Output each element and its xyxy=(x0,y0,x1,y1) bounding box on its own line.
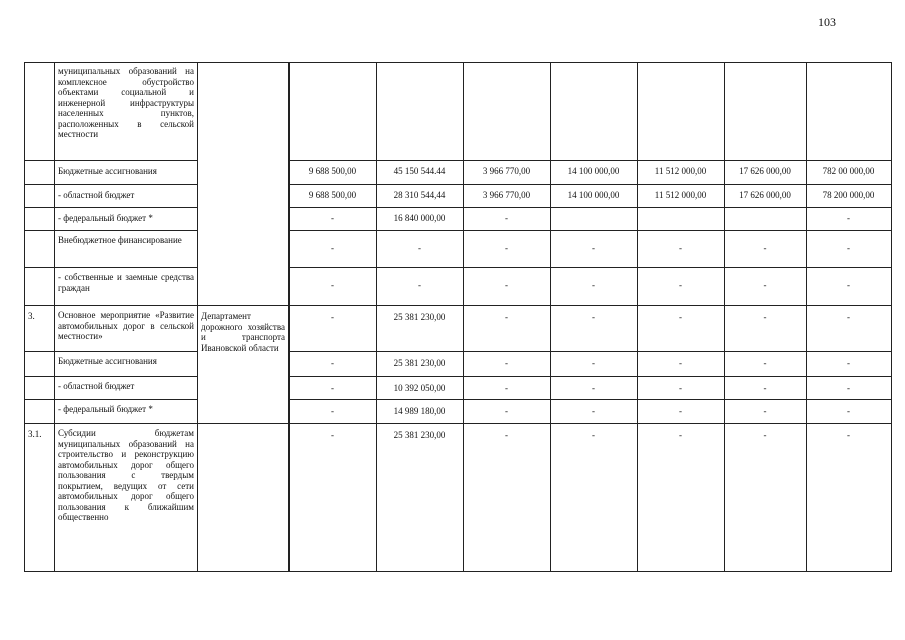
column-divider xyxy=(197,62,198,571)
value-cell: - xyxy=(847,243,850,253)
value-cell: - xyxy=(505,430,508,440)
value-cell: - xyxy=(418,243,421,253)
row-divider-left xyxy=(24,399,198,400)
value-cell: - xyxy=(763,312,767,322)
value-cell: - xyxy=(592,430,595,440)
value-cell: - xyxy=(331,243,334,253)
row-divider-executor xyxy=(197,305,289,306)
row-divider-left xyxy=(24,305,198,306)
value-cell: 9 688 500,00 xyxy=(308,166,357,176)
value-cell: - xyxy=(505,383,508,393)
value-cell: 14 100 000,00 xyxy=(567,166,620,176)
value-cell: - xyxy=(505,358,508,368)
row-divider-left xyxy=(24,230,198,231)
row-divider-executor xyxy=(197,571,289,572)
value-cell: 3 966 770,00 xyxy=(482,166,531,176)
column-divider xyxy=(54,62,55,571)
value-cell: - xyxy=(505,243,508,253)
row-name: - областной бюджет xyxy=(58,190,135,200)
value-cell: - xyxy=(763,358,767,368)
row-divider-right xyxy=(289,399,892,400)
value-cell: - xyxy=(763,430,767,440)
value-cell: - xyxy=(331,430,334,440)
value-cell: - xyxy=(592,280,595,290)
value-cell: 28 310 544,44 xyxy=(393,190,446,200)
value-cell: - xyxy=(331,312,334,322)
table-border-left xyxy=(24,62,25,571)
row-divider-left xyxy=(24,160,198,161)
value-cell: - xyxy=(847,358,850,368)
row-name: Бюджетные ассигнования xyxy=(58,356,157,366)
row-divider-right xyxy=(289,267,892,268)
value-cell: - xyxy=(847,312,850,322)
value-cell: 17 626 000,00 xyxy=(739,166,791,176)
value-cell: - xyxy=(679,383,682,393)
value-cell: 14 989 180,00 xyxy=(393,406,446,416)
row-divider-left xyxy=(24,423,198,424)
row-name: Субсидии бюджетам муниципальных образований на строительство и реконструкцию автомобильных дорог общего пользования с твердым покрытием, ведущих от сети автомобильных дорог общего пользования к ближайшим общественно xyxy=(58,428,194,522)
page-number: 103 xyxy=(818,15,836,29)
value-cell: - xyxy=(418,280,421,290)
value-cell: 25 381 230,00 xyxy=(393,358,446,368)
value-cell: - xyxy=(592,312,595,322)
value-cell: - xyxy=(505,213,508,223)
row-divider-right xyxy=(289,230,892,231)
row-number: 3.1. xyxy=(28,429,42,439)
value-cell: - xyxy=(331,358,334,368)
value-cell: - xyxy=(592,358,595,368)
value-cell: - xyxy=(679,280,682,290)
value-cell: - xyxy=(331,213,334,223)
value-cell: - xyxy=(763,383,767,393)
value-cell: - xyxy=(763,280,767,290)
row-number: 3. xyxy=(28,311,35,321)
row-divider-left xyxy=(24,184,198,185)
row-divider-left xyxy=(24,351,198,352)
row-divider-executor xyxy=(197,62,289,63)
executor-name: Департамент дорожного хозяйства и транспорта Ивановской области xyxy=(201,311,285,353)
value-cell: 9 688 500,00 xyxy=(308,190,357,200)
value-cell: - xyxy=(331,383,334,393)
value-cell: - xyxy=(592,406,595,416)
value-cell: 11 512 000,00 xyxy=(654,190,707,200)
row-name: - федеральный бюджет * xyxy=(58,404,153,414)
value-cell: - xyxy=(847,406,850,416)
value-cell: - xyxy=(679,243,682,253)
row-divider-right xyxy=(289,160,892,161)
row-divider-left xyxy=(24,571,198,572)
value-cell: 17 626 000,00 xyxy=(739,190,791,200)
value-cell: - xyxy=(847,213,850,223)
row-name: Основное мероприятие «Развитие автомобильных дорог в сельской местности» xyxy=(58,310,194,341)
row-divider-right xyxy=(289,351,892,352)
row-divider-left xyxy=(24,267,198,268)
value-cell: - xyxy=(763,243,767,253)
value-cell: - xyxy=(505,312,508,322)
value-cell: - xyxy=(679,430,682,440)
row-name: Бюджетные ассигнования xyxy=(58,166,157,176)
row-divider-left xyxy=(24,207,198,208)
value-cell: 78 200 000,00 xyxy=(822,190,875,200)
value-cell: 11 512 000,00 xyxy=(654,166,707,176)
row-name: муниципальных образований на комплексное обустройство объектами социальной и инженерной инфраструктуры населенных пунктов, расположенных в сельской местности xyxy=(58,66,194,139)
value-cell: - xyxy=(679,406,682,416)
row-divider-left xyxy=(24,62,198,63)
row-name: - собственные и заемные средства граждан xyxy=(58,272,194,293)
value-cell: 25 381 230,00 xyxy=(393,430,446,440)
row-divider-right xyxy=(289,305,892,306)
row-divider-right xyxy=(289,423,892,424)
row-name: - областной бюджет xyxy=(58,381,135,391)
row-divider-right xyxy=(289,62,892,63)
value-cell: - xyxy=(847,280,850,290)
row-divider-left xyxy=(24,376,198,377)
table-border-right xyxy=(891,62,892,571)
value-cell: - xyxy=(592,383,595,393)
value-cell: 14 100 000,00 xyxy=(567,190,620,200)
value-cell: - xyxy=(331,280,334,290)
value-cell: - xyxy=(847,430,850,440)
value-cell: - xyxy=(505,406,508,416)
value-cell: 45 150 544.44 xyxy=(393,166,446,176)
row-divider-right xyxy=(289,184,892,185)
value-cell: - xyxy=(847,383,850,393)
row-divider-right xyxy=(289,571,892,572)
row-divider-executor xyxy=(197,423,289,424)
value-cell: 25 381 230,00 xyxy=(393,312,446,322)
value-cell: 3 966 770,00 xyxy=(482,190,531,200)
value-cell: - xyxy=(592,243,595,253)
value-cell: - xyxy=(679,358,682,368)
value-cell: - xyxy=(331,406,334,416)
value-cell: 10 392 050,00 xyxy=(393,383,446,393)
row-divider-right xyxy=(289,376,892,377)
value-cell: - xyxy=(505,280,508,290)
value-cell: - xyxy=(763,406,767,416)
row-name: - федеральный бюджет * xyxy=(58,213,153,223)
value-cell: - xyxy=(679,312,682,322)
value-cell: 782 00 000,00 xyxy=(822,166,875,176)
value-cell: 16 840 000,00 xyxy=(393,213,446,223)
row-divider-right xyxy=(289,207,892,208)
row-name: Внебюджетное финансирование xyxy=(58,235,182,245)
